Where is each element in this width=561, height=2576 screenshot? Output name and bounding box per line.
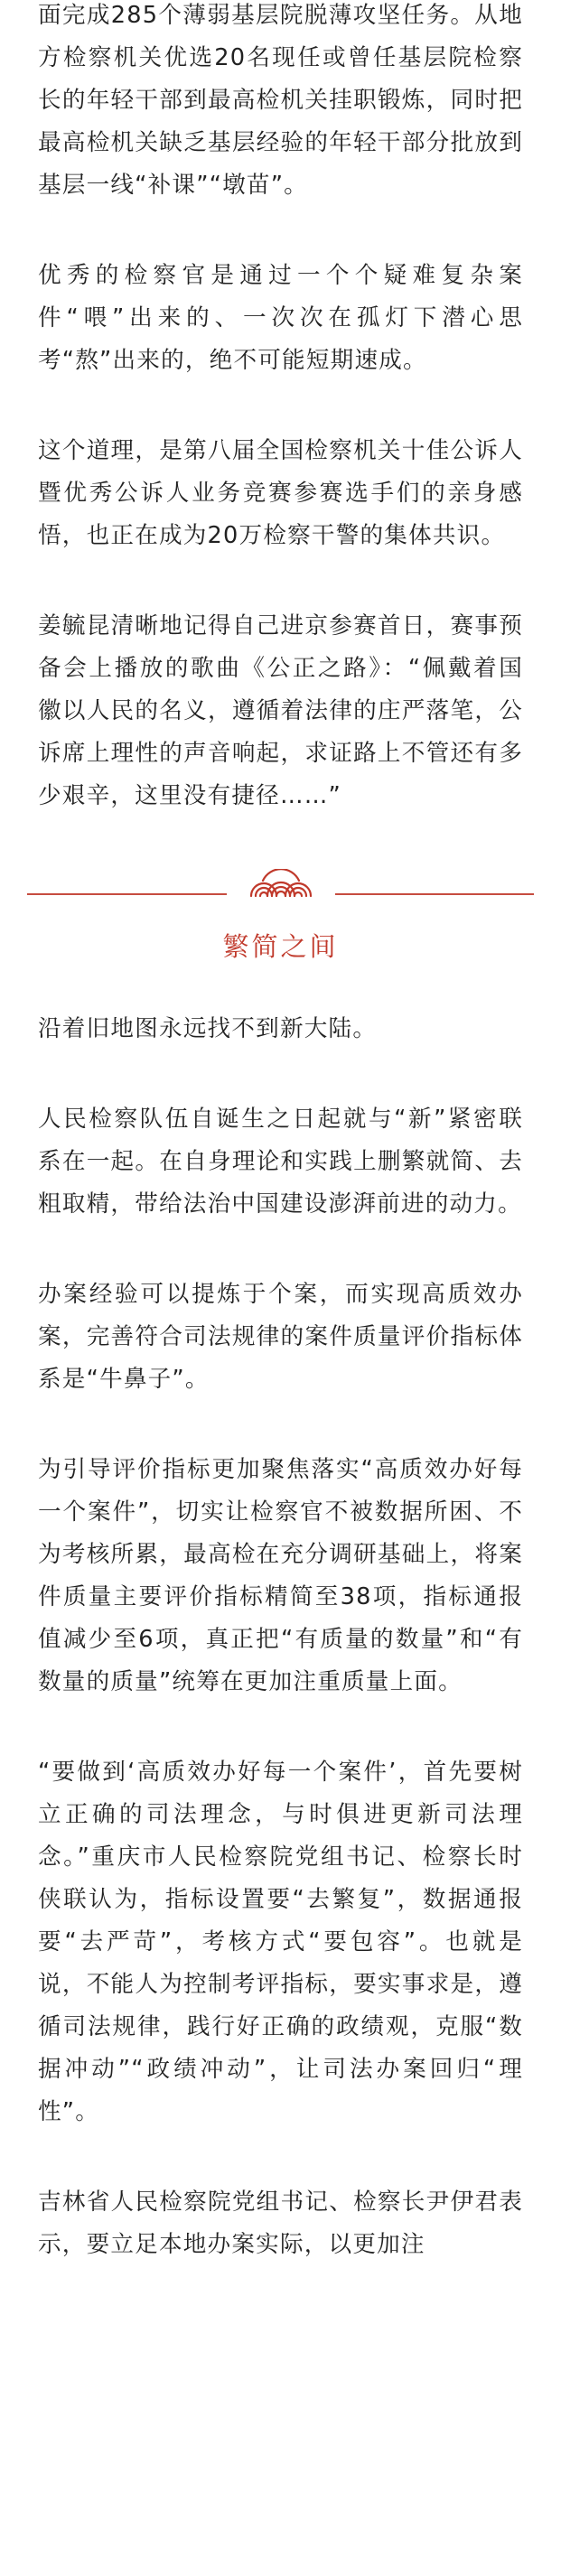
paragraph: 吉林省人民检察院党组书记、检察长尹伊君表示，要立足本地办案实际，以更加注 xyxy=(38,2189,523,2258)
section-title: 繁简之间 xyxy=(222,931,339,962)
paragraph: 办案经验可以提炼于个案，而实现高质效办案，完善符合司法规律的案件质量评价指标体系是“牛鼻子”。 xyxy=(38,1281,523,1393)
paragraph: 姜毓昆清晰地记得自己进京参赛首日，赛事预备会上播放的歌曲《公正之路》：“佩戴着国徽以人民的名义，遵循着法律的庄严落笔，公诉席上理性的声音响起，求证路上不管还有多少艰辛，这里没有捷径……” xyxy=(38,612,523,809)
section-divider xyxy=(27,865,534,929)
paragraph: 人民检察队伍自诞生之日起就与“新”紧密联系在一起。在自身理论和实践上删繁就简、去粗取精，带给法治中国建设澎湃前进的动力。 xyxy=(38,1106,523,1218)
cloud-arch-icon xyxy=(227,869,335,907)
paragraph: “要做到‘高质效办好每一个案件’，首先要树立正确的司法理念，与时俱进更新司法理念。”重庆市人民检察院党组书记、检察长时侠联认为，指标设置要“去繁复”，数据通报要“去严苛”，考核方式“要包容”。也就是说，不能人为控制考评指标，要实事求是，遵循司法规律，践行好正确的政绩观，克服“数据冲动”“政绩冲动”，让司法办案回归“理性”。 xyxy=(38,1759,523,2125)
paragraph: 优秀的检察官是通过一个个疑难复杂案件“喂”出来的、一次次在孤灯下潜心思考“熬”出来的，绝不可能短期速成。 xyxy=(38,262,523,374)
paragraph: 沿着旧地图永远找不到新大陆。 xyxy=(38,1015,378,1042)
paragraph: 这个道理，是第八届全国检察机关十佳公诉人暨优秀公诉人业务竞赛参赛选手们的亲身感悟，也正在成为20万检察干警的集体共识。 xyxy=(38,437,523,549)
paragraph: 为引导评价指标更加聚焦落实“高质效办好每一个案件”，切实让检察官不被数据所困、不为考核所累，最高检在充分调研基础上，将案件质量主要评价指标精简至38项，指标通报值减少至6项，真正把“有质量的数量”和“有数量的质量”统筹在更加注重质量上面。 xyxy=(38,1456,523,1695)
paragraph: 面完成285个薄弱基层院脱薄攻坚任务。从地方检察机关优选20名现任或曾任基层院检察长的年轻干部到最高检机关挂职锻炼，同时把最高检机关缺乏基层经验的年轻干部分批放到基层一线“补课”“墩苗”。 xyxy=(38,2,523,199)
